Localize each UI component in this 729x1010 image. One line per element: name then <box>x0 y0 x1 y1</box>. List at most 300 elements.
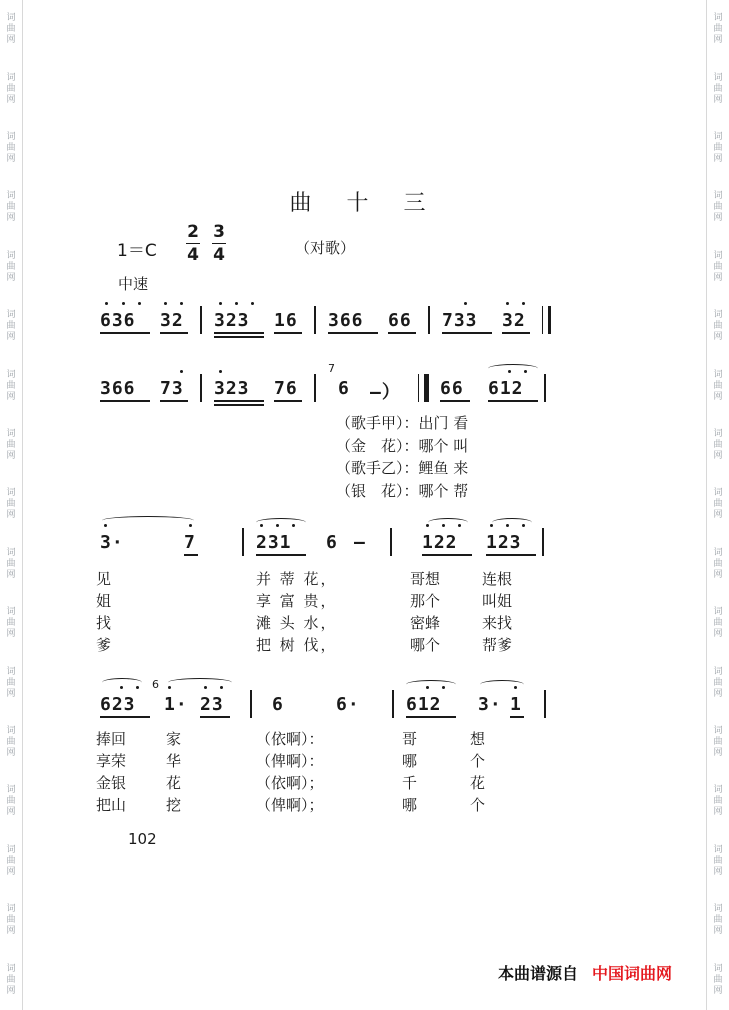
beam-underline <box>214 404 264 406</box>
time-signatures <box>186 222 226 265</box>
watermark-char: 词 <box>713 488 723 499</box>
time-sig-denominator: 4 <box>187 245 199 265</box>
lyric-syllable: 滩 头 水， <box>256 614 338 632</box>
watermark-char: 网 <box>6 94 16 105</box>
beam-underline <box>442 332 492 334</box>
note-group: 623 <box>100 694 136 715</box>
piece-type: （对歌） <box>295 239 356 257</box>
watermark-char: 网 <box>6 272 16 283</box>
grace-note: 6 <box>152 678 159 691</box>
watermark-char: 曲 <box>713 737 723 748</box>
bar-line <box>544 374 546 402</box>
watermark-char: 网 <box>6 569 16 580</box>
note-group: 122 <box>422 532 458 553</box>
octave-dot <box>219 302 222 305</box>
slur-arc <box>492 518 532 527</box>
watermark-char: 网 <box>713 154 723 165</box>
watermark-char: 词 <box>6 607 16 618</box>
watermark-char: 词 <box>6 191 16 202</box>
watermark-char: 网 <box>713 35 723 46</box>
notation-system-2 <box>92 362 552 408</box>
watermark-char: 曲 <box>713 796 723 807</box>
watermark-char: 网 <box>6 926 16 937</box>
note-group: 3· <box>100 532 124 553</box>
watermark-char: 网 <box>6 213 16 224</box>
watermark-group <box>713 594 722 653</box>
octave-dot <box>235 302 238 305</box>
watermark-group <box>6 0 15 59</box>
watermark-group <box>713 772 722 831</box>
watermark-char: 曲 <box>713 202 723 213</box>
time-signature-3-4 <box>212 222 226 265</box>
lyric-syllable: （俾啊）； <box>256 796 324 814</box>
watermark-char: 曲 <box>6 915 16 926</box>
watermark-char: 曲 <box>713 499 723 510</box>
octave-dot <box>276 524 279 527</box>
octave-dot <box>180 370 183 373</box>
watermark-char: 词 <box>713 904 723 915</box>
time-sig-numerator: 2 <box>187 222 199 242</box>
watermark-char: 网 <box>6 629 16 640</box>
lyric-syllable: 华 <box>166 752 182 770</box>
notation-system-4 <box>92 678 552 724</box>
octave-dot <box>122 302 125 305</box>
beam-underline <box>200 716 230 718</box>
note-group: 6 <box>326 532 338 553</box>
watermark-char: 网 <box>713 94 723 105</box>
notation-system-3 <box>92 522 552 562</box>
octave-dot <box>292 524 295 527</box>
watermark-char: 曲 <box>6 24 16 35</box>
beam-underline <box>184 554 198 556</box>
watermark-char: 网 <box>6 332 16 343</box>
watermark-group <box>6 713 15 772</box>
lyric-syllable: 哪 <box>402 796 418 814</box>
watermark-char: 词 <box>6 369 16 380</box>
note-group: 7 <box>184 532 196 553</box>
watermark-char: 网 <box>713 451 723 462</box>
beam-underline <box>160 332 188 334</box>
watermark-char: 曲 <box>6 855 16 866</box>
note-group: 231 <box>256 532 292 553</box>
watermark-char: 词 <box>713 72 723 83</box>
lyric-syllable: 连根 <box>482 570 513 588</box>
watermark-char: 词 <box>6 963 16 974</box>
lyric-syllable: 挖 <box>166 796 182 814</box>
octave-dot <box>442 686 445 689</box>
score-title: 曲 十 三 <box>289 191 440 216</box>
watermark-group <box>713 0 722 59</box>
bar-line <box>200 374 202 402</box>
octave-dot <box>168 686 171 689</box>
octave-dot <box>251 302 254 305</box>
time-sig-numerator: 3 <box>213 222 225 242</box>
watermark-char: 曲 <box>6 380 16 391</box>
watermark-group <box>713 238 722 297</box>
beam-underline <box>214 400 264 402</box>
lyric-syllable: 哥想 <box>410 570 441 588</box>
watermark-char: 词 <box>713 963 723 974</box>
octave-dot <box>105 302 108 305</box>
note-group: 123 <box>486 532 522 553</box>
watermark-group <box>6 891 15 950</box>
octave-dot <box>426 524 429 527</box>
note-group: 66 <box>388 310 412 331</box>
repeat-sign <box>426 374 437 402</box>
watermark-char: 词 <box>713 726 723 737</box>
lyric-syllable: （俾啊）： <box>256 752 324 770</box>
lyric-syllable: 想 <box>470 730 486 748</box>
octave-dot <box>522 302 525 305</box>
time-sig-denominator: 4 <box>213 245 225 265</box>
watermark-char: 词 <box>6 132 16 143</box>
watermark-group <box>6 594 15 653</box>
watermark-char: 词 <box>6 666 16 677</box>
watermark-char: 网 <box>6 35 16 46</box>
lyric-syllable: 哪个 <box>410 636 441 654</box>
beam-underline <box>100 716 150 718</box>
watermark-char: 曲 <box>6 83 16 94</box>
watermark-group <box>6 297 15 356</box>
watermark-char: 词 <box>713 844 723 855</box>
watermark-char: 曲 <box>713 321 723 332</box>
watermark-border-left <box>0 0 23 1010</box>
bar-line <box>200 306 202 334</box>
watermark-char: 曲 <box>713 261 723 272</box>
watermark-group <box>713 653 722 712</box>
bar-line <box>392 690 394 718</box>
lyric-syllable: 个 <box>470 752 486 770</box>
watermark-char: 词 <box>713 429 723 440</box>
bar-line <box>250 690 252 718</box>
beam-underline <box>100 400 150 402</box>
watermark-char: 网 <box>6 451 16 462</box>
note-group: 612 <box>406 694 442 715</box>
watermark-group <box>6 356 15 415</box>
watermark-group <box>6 475 15 534</box>
watermark-char: 曲 <box>713 974 723 985</box>
watermark-group <box>6 59 15 118</box>
bar-line <box>242 528 244 556</box>
watermark-char: 词 <box>713 607 723 618</box>
watermark-group <box>6 832 15 891</box>
watermark-group <box>6 951 15 1010</box>
watermark-char: 网 <box>713 272 723 283</box>
source-footer <box>498 961 672 984</box>
watermark-char: 网 <box>713 569 723 580</box>
octave-dot <box>442 524 445 527</box>
note-group: 3· <box>478 694 502 715</box>
bar-line <box>544 690 546 718</box>
note-group: 1· <box>164 694 188 715</box>
bar-line <box>390 528 392 556</box>
watermark-char: 曲 <box>6 558 16 569</box>
watermark-char: 曲 <box>713 24 723 35</box>
lyric-syllable: 并 蒂 花， <box>256 570 338 588</box>
watermark-char: 词 <box>6 72 16 83</box>
watermark-char: 曲 <box>713 855 723 866</box>
watermark-char: 词 <box>713 785 723 796</box>
bar-line <box>542 528 544 556</box>
octave-dot <box>464 302 467 305</box>
watermark-char: 曲 <box>6 618 16 629</box>
watermark-char: 网 <box>713 213 723 224</box>
note-group: 76 <box>274 378 298 399</box>
watermark-char: 词 <box>713 132 723 143</box>
watermark-group <box>6 416 15 475</box>
watermark-char: 网 <box>713 748 723 759</box>
watermark-group <box>6 238 15 297</box>
watermark-char: 曲 <box>713 677 723 688</box>
beam-underline <box>274 400 302 402</box>
lyric-syllable: 姐 <box>96 592 112 610</box>
note-group: 733 <box>442 310 478 331</box>
lyric-syllable: 叫姐 <box>482 592 513 610</box>
note-group: 66 <box>440 378 464 399</box>
beam-underline <box>328 332 378 334</box>
source-text: 本曲谱源自 <box>498 964 579 983</box>
lyric-syllable: 哥 <box>402 730 418 748</box>
octave-dot <box>136 686 139 689</box>
note-group: 6· <box>336 694 360 715</box>
watermark-char: 词 <box>6 844 16 855</box>
watermark-group <box>713 713 722 772</box>
lyric-syllable: 爹 <box>96 636 112 654</box>
octave-dot <box>204 686 207 689</box>
note-group: 32 <box>160 310 184 331</box>
bar-line <box>428 306 430 334</box>
watermark-char: 词 <box>6 904 16 915</box>
watermark-char: 网 <box>713 510 723 521</box>
watermark-group <box>713 951 722 1010</box>
beam-underline <box>502 332 530 334</box>
notation-system-1 <box>92 300 552 340</box>
note-group: 32 <box>502 310 526 331</box>
watermark-char: 网 <box>6 866 16 877</box>
note-group: 23 <box>200 694 224 715</box>
watermark-group <box>713 297 722 356</box>
tempo-marking: 中速 <box>118 275 149 293</box>
octave-dot <box>164 302 167 305</box>
note-group: 6 <box>272 694 284 715</box>
watermark-char: 曲 <box>713 143 723 154</box>
note-group: —） <box>370 382 401 403</box>
watermark-group <box>6 119 15 178</box>
note-group: — <box>354 532 366 553</box>
watermark-char: 词 <box>713 310 723 321</box>
watermark-char: 曲 <box>6 677 16 688</box>
watermark-char: 网 <box>713 688 723 699</box>
watermark-char: 词 <box>6 488 16 499</box>
watermark-char: 词 <box>6 250 16 261</box>
lyric-syllable: 把 树 伐， <box>256 636 338 654</box>
octave-dot <box>522 524 525 527</box>
beam-underline <box>160 400 188 402</box>
octave-dot <box>426 686 429 689</box>
lyric-syllable: 那个 <box>410 592 441 610</box>
watermark-char: 曲 <box>6 143 16 154</box>
grace-note: 7 <box>328 362 335 375</box>
verse-label: （银 花）：哪个 帮 <box>336 482 469 500</box>
note-group: 636 <box>100 310 136 331</box>
lyric-syllable: 金银 <box>96 774 127 792</box>
lyric-syllable: 花 <box>166 774 182 792</box>
watermark-char: 网 <box>713 332 723 343</box>
lyric-syllable: 见 <box>96 570 112 588</box>
note-group: 366 <box>328 310 364 331</box>
watermark-char: 词 <box>713 13 723 24</box>
watermark-char: 网 <box>6 748 16 759</box>
lyric-syllable: 把山 <box>96 796 127 814</box>
watermark-group <box>6 653 15 712</box>
watermark-char: 曲 <box>6 737 16 748</box>
bar-line <box>314 374 316 402</box>
watermark-char: 曲 <box>713 83 723 94</box>
beam-underline <box>422 554 472 556</box>
watermark-char: 曲 <box>713 618 723 629</box>
beam-underline <box>486 554 536 556</box>
watermark-char: 曲 <box>713 380 723 391</box>
octave-dot <box>180 302 183 305</box>
watermark-char: 网 <box>713 391 723 402</box>
watermark-char: 词 <box>713 250 723 261</box>
watermark-char: 网 <box>713 629 723 640</box>
slur-arc <box>102 516 194 525</box>
beam-underline <box>214 332 264 334</box>
octave-dot <box>506 524 509 527</box>
beam-underline <box>510 716 524 718</box>
note-group: 323 <box>214 310 250 331</box>
verse-label: （歌手乙）：鲤鱼 来 <box>336 459 469 477</box>
watermark-char: 网 <box>6 510 16 521</box>
octave-dot <box>260 524 263 527</box>
octave-dot <box>506 302 509 305</box>
key-signature: 1＝C <box>117 241 157 261</box>
site-link[interactable]: 中国词曲网 <box>592 964 673 983</box>
watermark-border-right <box>706 0 729 1010</box>
watermark-char: 词 <box>6 785 16 796</box>
note-group: 366 <box>100 378 136 399</box>
watermark-char: 网 <box>6 154 16 165</box>
beam-underline <box>256 554 306 556</box>
note-group: 16 <box>274 310 298 331</box>
note-group: 612 <box>488 378 524 399</box>
octave-dot <box>189 524 192 527</box>
watermark-char: 曲 <box>713 558 723 569</box>
beam-underline <box>440 400 470 402</box>
lyric-syllable: 享 富 贵， <box>256 592 338 610</box>
note-group: 323 <box>214 378 250 399</box>
octave-dot <box>138 302 141 305</box>
slur-arc <box>480 680 524 689</box>
octave-dot <box>458 524 461 527</box>
watermark-char: 曲 <box>6 261 16 272</box>
beam-underline <box>274 332 302 334</box>
watermark-char: 词 <box>6 726 16 737</box>
beam-underline <box>488 400 538 402</box>
watermark-char: 词 <box>713 191 723 202</box>
watermark-group <box>713 475 722 534</box>
verse-label: （歌手甲）：出门 看 <box>336 414 469 432</box>
octave-dot <box>524 370 527 373</box>
time-signature-2-4 <box>186 222 200 265</box>
octave-dot <box>104 524 107 527</box>
watermark-char: 词 <box>713 547 723 558</box>
note-group: 73 <box>160 378 184 399</box>
octave-dot <box>514 686 517 689</box>
lyric-syllable: 千 <box>402 774 418 792</box>
watermark-char: 词 <box>713 666 723 677</box>
bar-line-double <box>542 306 551 334</box>
note-group: 1 <box>510 694 522 715</box>
watermark-char: 网 <box>6 985 16 996</box>
octave-dot <box>490 524 493 527</box>
watermark-char: 网 <box>713 926 723 937</box>
watermark-char: 词 <box>6 429 16 440</box>
watermark-group <box>713 535 722 594</box>
lyric-syllable: 哪 <box>402 752 418 770</box>
watermark-char: 词 <box>6 13 16 24</box>
lyric-syllable: 享荣 <box>96 752 127 770</box>
watermark-char: 曲 <box>6 440 16 451</box>
watermark-char: 曲 <box>713 440 723 451</box>
watermark-group <box>713 416 722 475</box>
lyric-syllable: 花 <box>470 774 486 792</box>
octave-dot <box>120 686 123 689</box>
beam-underline <box>214 336 264 338</box>
lyric-syllable: 个 <box>470 796 486 814</box>
beam-underline <box>388 332 416 334</box>
slur-arc <box>406 680 456 689</box>
lyric-syllable: 帮爹 <box>482 636 513 654</box>
watermark-char: 网 <box>713 866 723 877</box>
watermark-group <box>713 356 722 415</box>
watermark-group <box>713 832 722 891</box>
octave-dot <box>508 370 511 373</box>
lyric-syllable: （依啊）： <box>256 730 324 748</box>
watermark-group <box>713 59 722 118</box>
watermark-group <box>6 772 15 831</box>
lyric-syllable: 密蜂 <box>410 614 441 632</box>
note-group: 6 <box>338 378 350 399</box>
watermark-char: 词 <box>6 547 16 558</box>
lyric-syllable: （依啊）； <box>256 774 324 792</box>
slur-arc <box>488 364 538 373</box>
watermark-group <box>713 119 722 178</box>
lyric-syllable: 找 <box>96 614 112 632</box>
watermark-char: 曲 <box>6 321 16 332</box>
watermark-char: 曲 <box>6 499 16 510</box>
watermark-char: 网 <box>713 985 723 996</box>
lyric-syllable: 捧回 <box>96 730 127 748</box>
watermark-char: 曲 <box>713 915 723 926</box>
octave-dot <box>220 686 223 689</box>
watermark-char: 网 <box>6 807 16 818</box>
bar-line <box>314 306 316 334</box>
watermark-char: 网 <box>6 391 16 402</box>
watermark-char: 词 <box>6 310 16 321</box>
beam-underline <box>100 332 150 334</box>
watermark-char: 词 <box>713 369 723 380</box>
beam-underline <box>406 716 456 718</box>
watermark-group <box>6 535 15 594</box>
slur-arc <box>256 518 306 527</box>
watermark-char: 网 <box>713 807 723 818</box>
lyric-syllable: 来找 <box>482 614 513 632</box>
verse-label: （金 花）：哪个 叫 <box>336 437 469 455</box>
watermark-char: 曲 <box>6 202 16 213</box>
page-number: 102 <box>128 830 157 848</box>
